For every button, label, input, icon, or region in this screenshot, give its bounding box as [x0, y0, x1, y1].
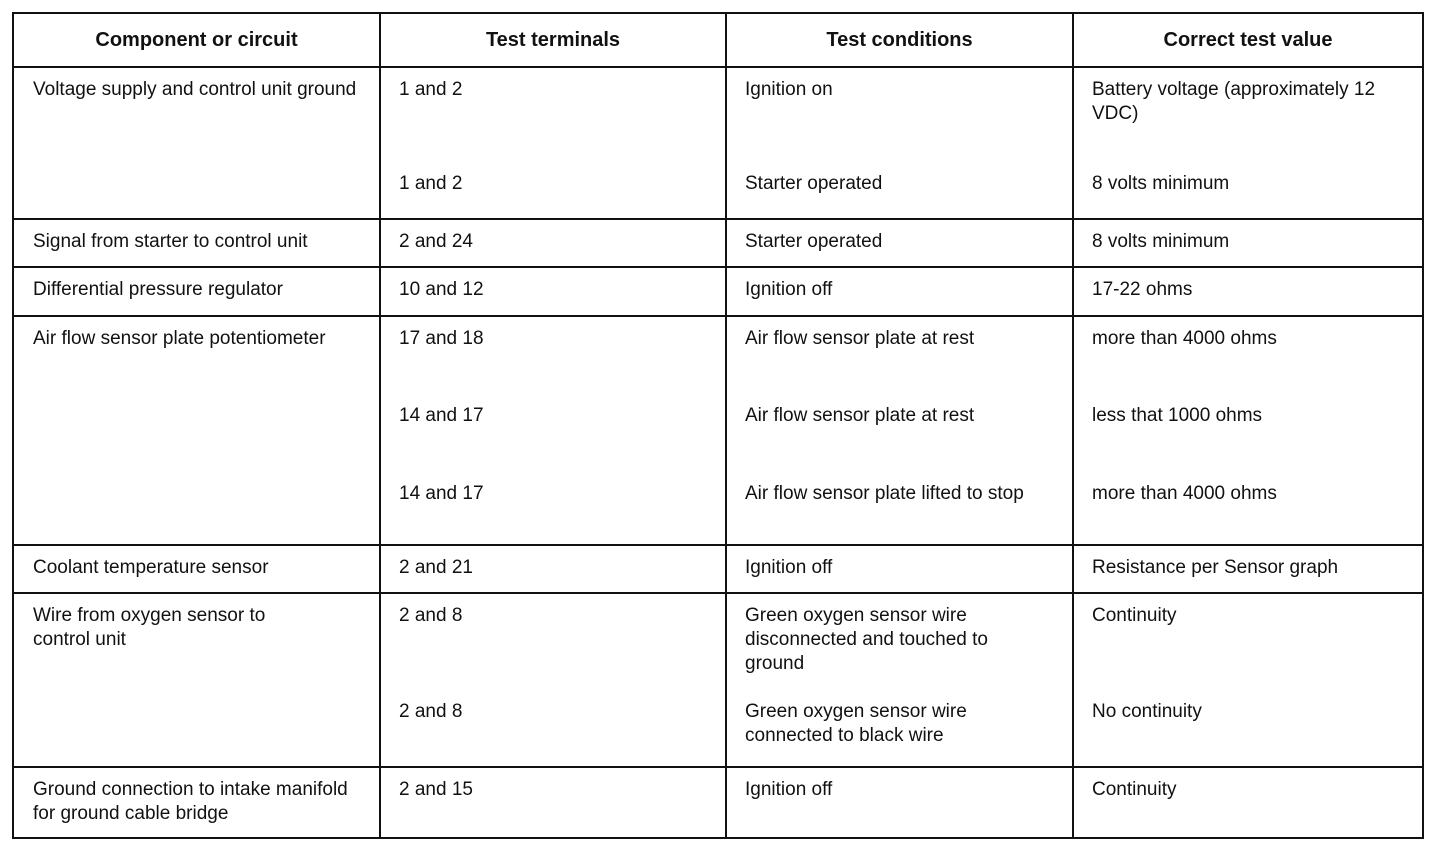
cell-component	[13, 170, 380, 219]
cell-conditions: Ignition off	[726, 767, 1073, 838]
cell-terminals: 10 and 12	[380, 267, 726, 316]
cell-component: Ground connection to intake manifold for ground cable bridge	[13, 767, 380, 838]
cell-terminals: 2 and 21	[380, 545, 726, 593]
table-row	[13, 696, 1423, 767]
cell-conditions: Ignition on	[726, 67, 1073, 170]
cell-terminals: 2 and 8	[380, 696, 726, 767]
table-row	[13, 474, 1423, 545]
table-row	[13, 396, 1423, 474]
header-component: Component or circuit	[13, 13, 380, 67]
cell-value: Resistance per Sensor graph	[1073, 545, 1423, 593]
cell-value: No continuity	[1073, 696, 1423, 767]
cell-value: less that 1000 ohms	[1073, 396, 1423, 474]
cell-component: Coolant temperature sensor	[13, 545, 380, 593]
cell-terminals: 14 and 17	[380, 396, 726, 474]
cell-terminals: 1 and 2	[380, 67, 726, 170]
table-row	[13, 316, 1423, 396]
cell-component: Voltage supply and control unit ground	[13, 67, 380, 170]
table-row	[13, 267, 1423, 316]
cell-component: Differential pressure regulator	[13, 267, 380, 316]
cell-conditions: Air flow sensor plate at rest	[726, 396, 1073, 474]
table-row	[13, 545, 1423, 593]
cell-component: Wire from oxygen sensor to control unit	[13, 593, 380, 696]
cell-terminals: 2 and 24	[380, 219, 726, 267]
cell-value: 8 volts minimum	[1073, 219, 1423, 267]
table-row	[13, 593, 1423, 696]
table-row	[13, 67, 1423, 170]
table-row	[13, 219, 1423, 267]
test-specifications-table	[12, 12, 1424, 839]
cell-conditions: Ignition off	[726, 545, 1073, 593]
cell-component: Air flow sensor plate potentiometer	[13, 316, 380, 396]
cell-conditions: Starter operated	[726, 219, 1073, 267]
cell-conditions: Green oxygen sensor wire connected to black wire	[726, 696, 1073, 767]
cell-value: 17-22 ohms	[1073, 267, 1423, 316]
cell-conditions: Starter operated	[726, 170, 1073, 219]
cell-terminals: 2 and 15	[380, 767, 726, 838]
cell-terminals: 17 and 18	[380, 316, 726, 396]
cell-terminals: 1 and 2	[380, 170, 726, 219]
cell-conditions: Air flow sensor plate at rest	[726, 316, 1073, 396]
cell-conditions: Ignition off	[726, 267, 1073, 316]
cell-value: Continuity	[1073, 767, 1423, 838]
table-row	[13, 170, 1423, 219]
header-row	[13, 13, 1423, 67]
cell-value: 8 volts minimum	[1073, 170, 1423, 219]
cell-component	[13, 696, 380, 767]
cell-terminals: 2 and 8	[380, 593, 726, 696]
cell-value: Continuity	[1073, 593, 1423, 696]
cell-value: more than 4000 ohms	[1073, 316, 1423, 396]
table-row	[13, 767, 1423, 838]
cell-component	[13, 474, 380, 545]
header-test-conditions: Test conditions	[726, 13, 1073, 67]
cell-value: Battery voltage (approximately 12 VDC)	[1073, 67, 1423, 170]
cell-conditions: Green oxygen sensor wire disconnected and touched to ground	[726, 593, 1073, 696]
cell-value: more than 4000 ohms	[1073, 474, 1423, 545]
cell-component: Signal from starter to control unit	[13, 219, 380, 267]
header-test-terminals: Test terminals	[380, 13, 726, 67]
header-correct-test-value: Correct test value	[1073, 13, 1423, 67]
cell-terminals: 14 and 17	[380, 474, 726, 545]
cell-conditions: Air flow sensor plate lifted to stop	[726, 474, 1073, 545]
cell-component	[13, 396, 380, 474]
